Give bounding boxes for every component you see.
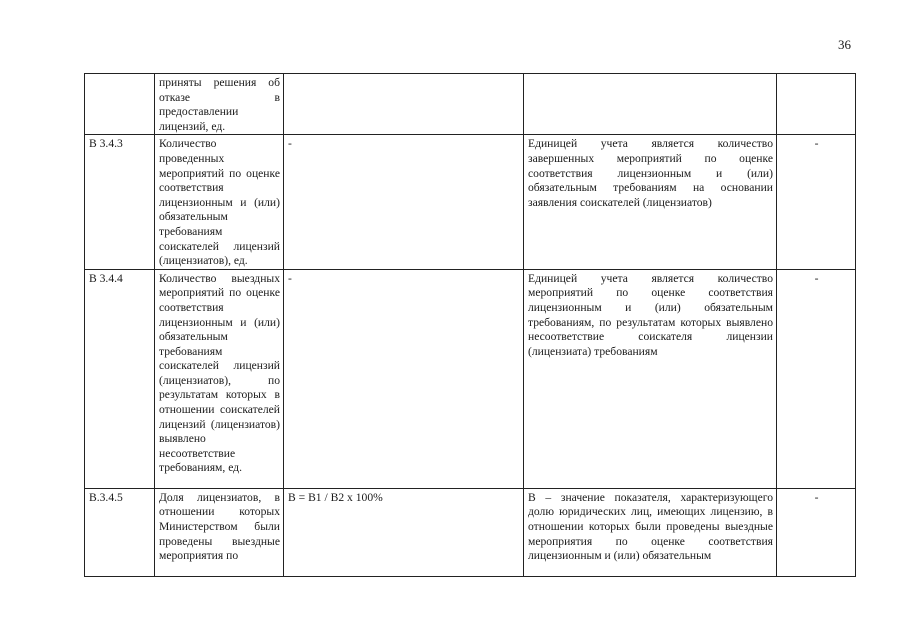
note-cell: - [777, 269, 856, 488]
formula-cell: - [284, 269, 524, 488]
code-cell: В.3.4.5 [85, 488, 155, 576]
formula-cell [284, 74, 524, 135]
table-row [85, 135, 856, 269]
indicator-name-cell: Количество выездных мероприятий по оценке соответствия лицензионным и (или) обязательным требованиям соискателей лицензий (лицензиатов), по результатам которых в отношении соискателей лицензий (лицензиатов) выявлено несоответствие требованиям, ед. [155, 269, 284, 488]
description-cell: Единицей учета является количество мероприятий по оценке соответствия лицензионным и (или) обязательным требованиям, по результатам которых выявлено несоответствие соискателя лицензии (лицензиата) требованиям [524, 269, 777, 488]
code-cell [85, 74, 155, 135]
code-cell: В 3.4.3 [85, 135, 155, 269]
note-cell: - [777, 488, 856, 576]
indicator-name-cell: приняты решения об отказе в предоставлении лицензий, ед. [155, 74, 284, 135]
indicator-name-cell: Доля лицензиатов, в отношении которых Министерством были проведены выездные мероприятия по [155, 488, 284, 576]
note-cell: - [777, 135, 856, 269]
code-cell: В 3.4.4 [85, 269, 155, 488]
table-row [85, 269, 856, 488]
note-cell [777, 74, 856, 135]
table-row [85, 488, 856, 576]
page-number: 36 [838, 37, 851, 52]
description-cell: Единицей учета является количество завершенных мероприятий по оценке соответствия лицензионным и (или) обязательным требованиям на основании заявления соискателей (лицензиатов) [524, 135, 777, 269]
indicator-name-cell: Количество проведенных мероприятий по оценке соответствия лицензионным и (или) обязательным требованиям соискателей лицензий (лицензиатов), ед. [155, 135, 284, 269]
description-cell [524, 74, 777, 135]
indicators-table [84, 73, 856, 577]
description-cell: В – значение показателя, характеризующего долю юридических лиц, имеющих лицензию, в отношении которых были проведены выездные мероприятия по оценке соответствия лицензионным и (или) обязательным [524, 488, 777, 576]
formula-cell: В = В1 / В2 х 100% [284, 488, 524, 576]
table-row [85, 74, 856, 135]
formula-cell: - [284, 135, 524, 269]
